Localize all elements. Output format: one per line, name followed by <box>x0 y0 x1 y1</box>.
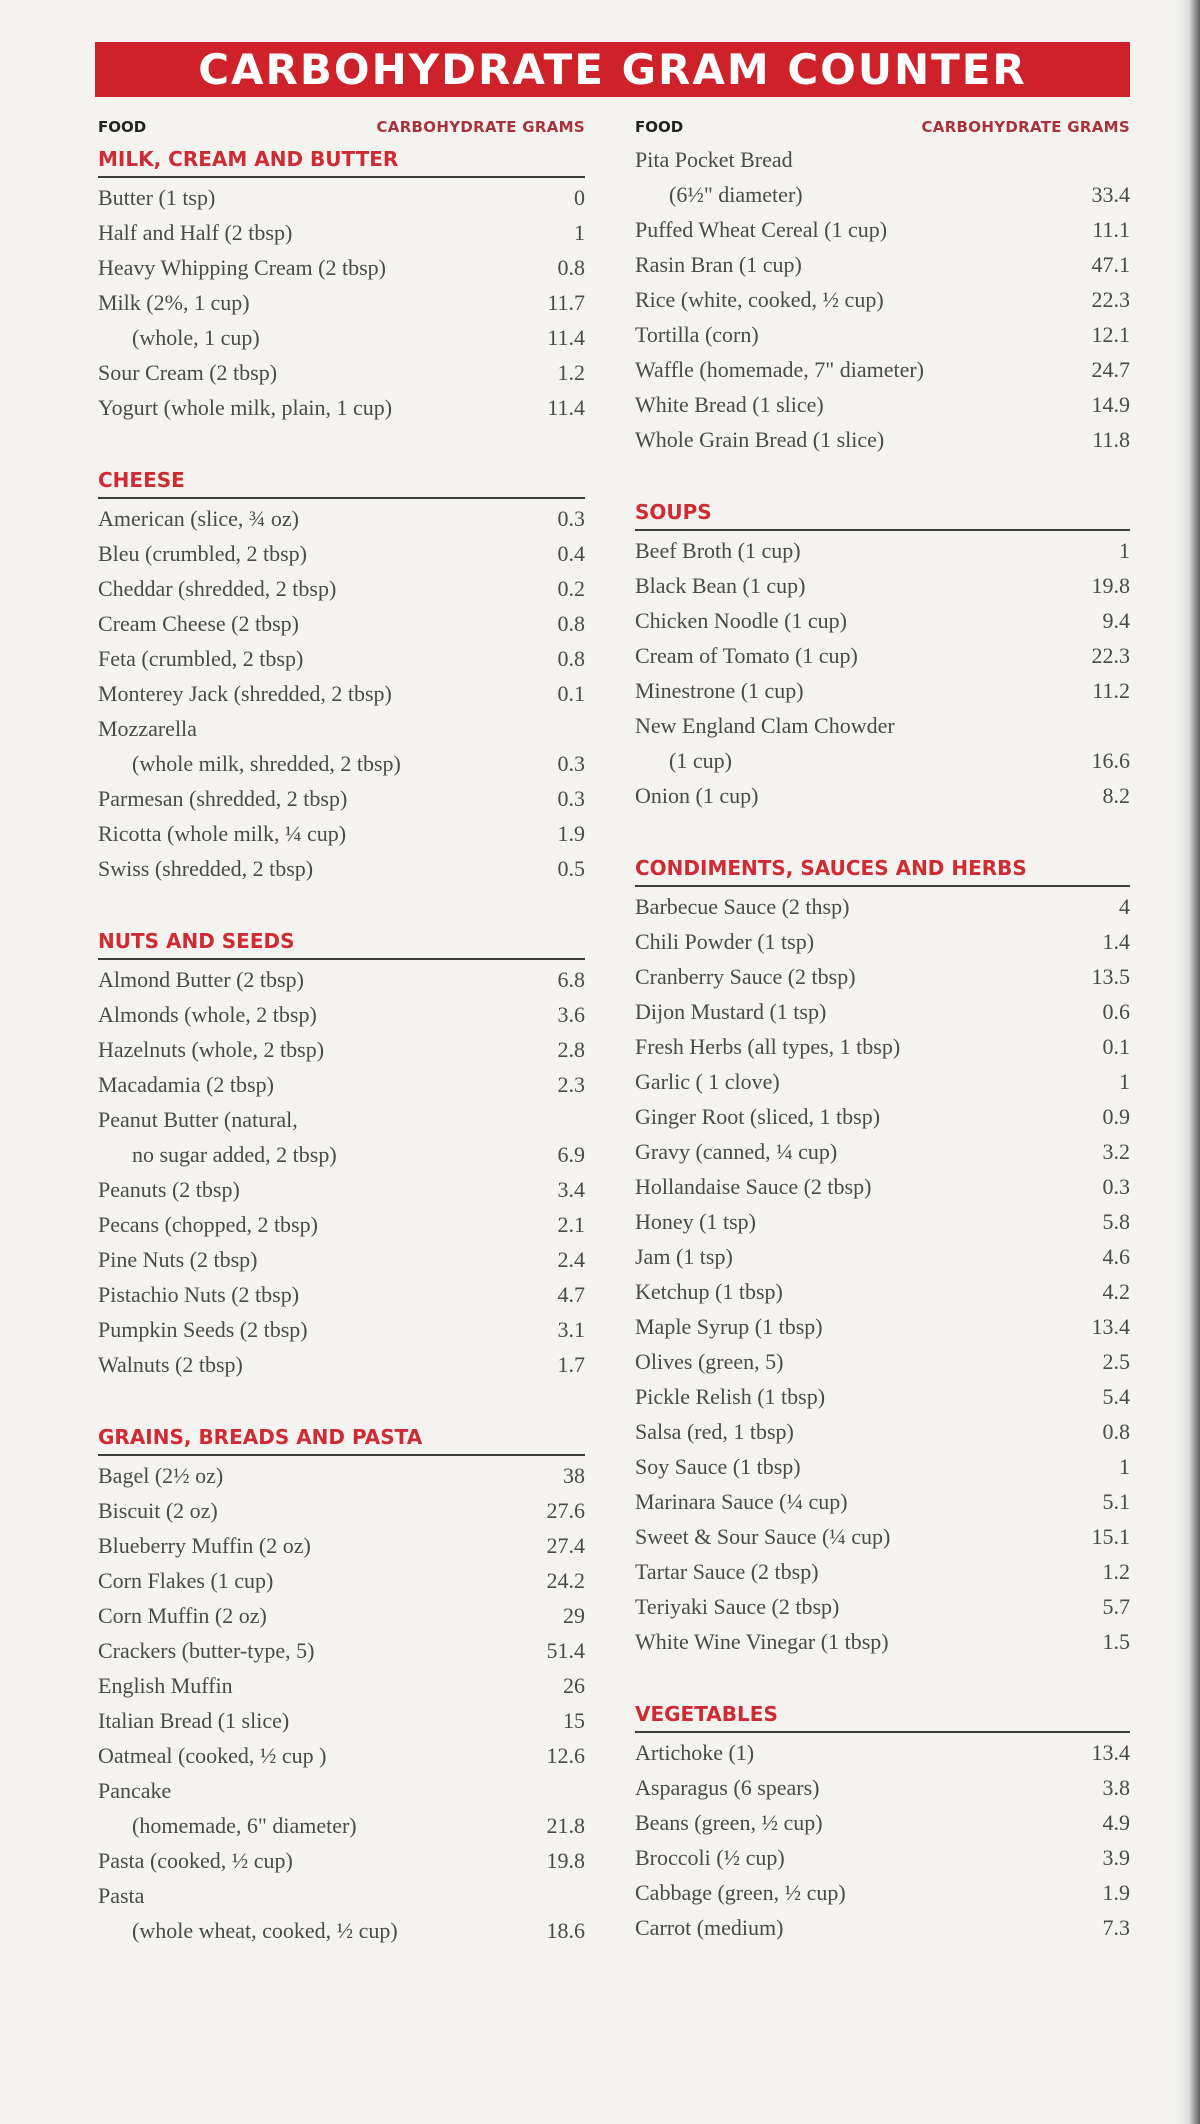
carb-grams: 22.3 <box>1091 287 1130 312</box>
food-item <box>98 746 585 781</box>
carb-grams: 4.6 <box>1102 1244 1130 1269</box>
carb-grams: 18.6 <box>546 1918 585 1943</box>
carb-grams: 19.8 <box>546 1848 585 1873</box>
food-name: Pita Pocket Bread <box>635 147 793 172</box>
food-name: Peanuts (2 tbsp) <box>98 1177 240 1202</box>
food-name: Minestrone (1 cup) <box>635 678 804 703</box>
carb-grams: 2.4 <box>557 1247 585 1272</box>
food-name: Maple Syrup (1 tbsp) <box>635 1314 823 1339</box>
food-name: Oatmeal (cooked, ½ cup ) <box>98 1743 327 1768</box>
carb-grams: 7.3 <box>1102 1915 1130 1940</box>
food-item <box>98 711 585 746</box>
food-name: Milk (2%, 1 cup) <box>98 290 250 315</box>
food-item <box>635 387 1130 422</box>
food-name: Pumpkin Seeds (2 tbsp) <box>98 1317 308 1342</box>
food-name: Yogurt (whole milk, plain, 1 cup) <box>98 395 393 420</box>
column-header <box>98 112 585 142</box>
carb-grams: 1 <box>1119 538 1130 563</box>
food-item <box>635 1134 1130 1169</box>
food-name: Dijon Mustard (1 tsp) <box>635 999 827 1024</box>
grams-header: CARBOHYDRATE GRAMS <box>921 118 1130 136</box>
food-item <box>98 816 585 851</box>
food-item <box>635 247 1130 282</box>
food-item <box>98 1878 585 1913</box>
food-item <box>98 536 585 571</box>
food-item <box>98 641 585 676</box>
food-name: Black Bean (1 cup) <box>635 573 806 598</box>
food-item <box>635 1344 1130 1379</box>
food-item <box>635 1735 1130 1770</box>
food-name: Tortilla (corn) <box>635 322 759 347</box>
right-sections <box>635 495 1130 1945</box>
food-item <box>635 212 1130 247</box>
carb-grams: 27.4 <box>546 1533 585 1558</box>
carb-grams: 0.3 <box>557 786 585 811</box>
food-name: Heavy Whipping Cream (2 tbsp) <box>98 255 386 280</box>
carb-grams: 15 <box>563 1708 585 1733</box>
carb-grams: 1 <box>574 220 585 245</box>
food-item <box>98 1633 585 1668</box>
left-sections <box>98 142 585 1948</box>
food-name: Peanut Butter (natural, <box>98 1107 298 1132</box>
food-item <box>635 959 1130 994</box>
food-name: Pasta <box>98 1883 145 1908</box>
food-item <box>98 851 585 886</box>
food-name: Parmesan (shredded, 2 tbsp) <box>98 786 348 811</box>
food-item <box>98 1137 585 1172</box>
food-name: (6½" diameter) <box>669 182 803 207</box>
food-name: Hazelnuts (whole, 2 tbsp) <box>98 1037 325 1062</box>
food-item <box>98 1493 585 1528</box>
food-name: Jam (1 tsp) <box>635 1244 733 1269</box>
food-item <box>98 1242 585 1277</box>
food-name: Soy Sauce (1 tbsp) <box>635 1454 801 1479</box>
carb-grams: 3.9 <box>1102 1845 1130 1870</box>
food-item <box>98 1312 585 1347</box>
food-name: Swiss (shredded, 2 tbsp) <box>98 856 314 881</box>
carb-grams: 22.3 <box>1091 643 1130 668</box>
food-name: Macadamia (2 tbsp) <box>98 1072 274 1097</box>
food-item <box>98 997 585 1032</box>
carb-grams: 26 <box>563 1673 585 1698</box>
food-item <box>635 708 1130 743</box>
food-item <box>635 889 1130 924</box>
food-item <box>98 1347 585 1382</box>
title-banner <box>95 42 1130 97</box>
page-edge <box>1190 0 1200 2124</box>
carb-grams: 1.9 <box>557 821 585 846</box>
food-name: Bagel (2½ oz) <box>98 1463 224 1488</box>
carb-grams: 3.1 <box>557 1317 585 1342</box>
food-section <box>635 1697 1130 1945</box>
food-item <box>98 781 585 816</box>
food-name: Gravy (canned, ¼ cup) <box>635 1139 838 1164</box>
food-name: Beans (green, ½ cup) <box>635 1810 823 1835</box>
food-name: Corn Muffin (2 oz) <box>98 1603 267 1628</box>
food-name: English Muffin <box>98 1673 233 1698</box>
food-name: Sour Cream (2 tbsp) <box>98 360 278 385</box>
carb-grams: 29 <box>563 1603 585 1628</box>
food-name: Feta (crumbled, 2 tbsp) <box>98 646 304 671</box>
food-section <box>98 463 585 886</box>
food-name: Ginger Root (sliced, 1 tbsp) <box>635 1104 881 1129</box>
carb-grams: 0.8 <box>557 646 585 671</box>
section-title: NUTS AND SEEDS <box>98 924 585 960</box>
carb-grams: 11.4 <box>547 325 585 350</box>
food-item <box>635 1064 1130 1099</box>
food-header: FOOD <box>635 118 684 136</box>
carb-grams: 0.8 <box>1102 1419 1130 1444</box>
carb-grams: 0.1 <box>557 681 585 706</box>
food-item <box>635 1379 1130 1414</box>
food-item <box>635 778 1130 813</box>
food-name: Teriyaki Sauce (2 tbsp) <box>635 1594 840 1619</box>
carb-grams: 1.2 <box>557 360 585 385</box>
carb-grams: 0.4 <box>557 541 585 566</box>
carb-grams: 2.3 <box>557 1072 585 1097</box>
food-name: Broccoli (½ cup) <box>635 1845 785 1870</box>
food-name: Butter (1 tsp) <box>98 185 216 210</box>
carb-grams: 11.7 <box>547 290 585 315</box>
carb-grams: 1 <box>1119 1454 1130 1479</box>
carb-grams: 2.8 <box>557 1037 585 1062</box>
food-item <box>98 1032 585 1067</box>
carb-grams: 1.5 <box>1102 1629 1130 1654</box>
food-name: Cranberry Sauce (2 tbsp) <box>635 964 856 989</box>
food-item <box>635 924 1130 959</box>
food-name: White Bread (1 slice) <box>635 392 824 417</box>
carb-grams: 1.2 <box>1102 1559 1130 1584</box>
column-header <box>635 112 1130 142</box>
carb-grams: 8.2 <box>1102 783 1130 808</box>
carb-grams: 0 <box>574 185 585 210</box>
food-item <box>98 1668 585 1703</box>
food-name: Whole Grain Bread (1 slice) <box>635 427 885 452</box>
section-title: VEGETABLES <box>635 1697 1130 1733</box>
food-item <box>98 1598 585 1633</box>
carb-grams: 4 <box>1119 894 1130 919</box>
carb-grams: 9.4 <box>1102 608 1130 633</box>
food-item <box>98 390 585 425</box>
food-item <box>635 533 1130 568</box>
food-section <box>98 142 585 425</box>
food-item <box>635 1624 1130 1659</box>
food-item <box>98 285 585 320</box>
food-item <box>98 250 585 285</box>
food-name: (whole milk, shredded, 2 tbsp) <box>132 751 401 776</box>
food-item <box>635 1770 1130 1805</box>
carb-grams: 33.4 <box>1091 182 1130 207</box>
food-item <box>98 1207 585 1242</box>
food-section <box>98 924 585 1382</box>
page-edge-shadow <box>1176 0 1190 2124</box>
food-item <box>98 1913 585 1948</box>
food-name: Monterey Jack (shredded, 2 tbsp) <box>98 681 392 706</box>
carb-grams: 12.6 <box>546 1743 585 1768</box>
food-name: Pecans (chopped, 2 tbsp) <box>98 1212 318 1237</box>
food-item <box>635 1204 1130 1239</box>
food-item <box>635 1169 1130 1204</box>
food-item <box>98 571 585 606</box>
food-item <box>635 568 1130 603</box>
carb-grams: 16.6 <box>1091 748 1130 773</box>
carb-grams: 1 <box>1119 1069 1130 1094</box>
food-name: Cream Cheese (2 tbsp) <box>98 611 299 636</box>
food-item <box>635 142 1130 177</box>
carb-grams: 0.6 <box>1102 999 1130 1024</box>
food-name: Pickle Relish (1 tbsp) <box>635 1384 826 1409</box>
food-item <box>635 603 1130 638</box>
food-item <box>98 962 585 997</box>
food-item <box>98 1458 585 1493</box>
food-name: Tartar Sauce (2 tbsp) <box>635 1559 819 1584</box>
food-item <box>635 1875 1130 1910</box>
food-name: Walnuts (2 tbsp) <box>98 1352 243 1377</box>
food-name: Pasta (cooked, ½ cup) <box>98 1848 293 1873</box>
food-item <box>635 1449 1130 1484</box>
food-item <box>635 177 1130 212</box>
carb-grams: 13.4 <box>1091 1740 1130 1765</box>
food-name: American (slice, ¾ oz) <box>98 506 299 531</box>
carb-grams: 0.8 <box>557 611 585 636</box>
carb-grams: 0.3 <box>557 751 585 776</box>
food-name: Corn Flakes (1 cup) <box>98 1568 274 1593</box>
carb-grams: 12.1 <box>1091 322 1130 347</box>
food-item <box>98 215 585 250</box>
food-item <box>635 282 1130 317</box>
food-name: Fresh Herbs (all types, 1 tbsp) <box>635 1034 901 1059</box>
food-item <box>635 994 1130 1029</box>
carb-grams: 2.1 <box>557 1212 585 1237</box>
food-item <box>635 1484 1130 1519</box>
food-item <box>635 1910 1130 1945</box>
food-name: White Wine Vinegar (1 tbsp) <box>635 1629 889 1654</box>
carb-grams: 27.6 <box>546 1498 585 1523</box>
food-name: Sweet & Sour Sauce (¼ cup) <box>635 1524 891 1549</box>
food-name: Blueberry Muffin (2 oz) <box>98 1533 311 1558</box>
food-name: Onion (1 cup) <box>635 783 759 808</box>
food-name: Biscuit (2 oz) <box>98 1498 218 1523</box>
food-name: Half and Half (2 tbsp) <box>98 220 293 245</box>
food-name: Hollandaise Sauce (2 tbsp) <box>635 1174 872 1199</box>
food-item <box>635 1554 1130 1589</box>
carb-grams: 11.8 <box>1092 427 1130 452</box>
food-item <box>635 422 1130 457</box>
carb-grams: 1.9 <box>1102 1880 1130 1905</box>
carb-grams: 13.5 <box>1091 964 1130 989</box>
continued-grains-list <box>635 142 1130 457</box>
food-name: Olives (green, 5) <box>635 1349 784 1374</box>
food-item <box>635 1309 1130 1344</box>
carb-grams: 0.1 <box>1102 1034 1130 1059</box>
food-name: Pancake <box>98 1778 172 1803</box>
food-item <box>98 1563 585 1598</box>
food-name: Cheddar (shredded, 2 tbsp) <box>98 576 337 601</box>
food-item <box>98 1528 585 1563</box>
carb-grams: 11.2 <box>1092 678 1130 703</box>
food-item <box>98 1703 585 1738</box>
carb-grams: 0.5 <box>557 856 585 881</box>
food-name: Puffed Wheat Cereal (1 cup) <box>635 217 888 242</box>
carb-grams: 15.1 <box>1091 1524 1130 1549</box>
food-item <box>98 320 585 355</box>
carb-grams: 0.3 <box>1102 1174 1130 1199</box>
carb-grams: 47.1 <box>1091 252 1130 277</box>
carb-grams: 0.3 <box>557 506 585 531</box>
food-item <box>635 1414 1130 1449</box>
food-name: Honey (1 tsp) <box>635 1209 756 1234</box>
food-item <box>98 180 585 215</box>
food-name: Waffle (homemade, 7" diameter) <box>635 357 925 382</box>
food-item <box>98 1067 585 1102</box>
food-name: (whole wheat, cooked, ½ cup) <box>132 1918 398 1943</box>
food-name: Rice (white, cooked, ½ cup) <box>635 287 884 312</box>
carb-grams: 4.7 <box>557 1282 585 1307</box>
section-title: SOUPS <box>635 495 1130 531</box>
food-name: Mozzarella <box>98 716 197 741</box>
section-title: CHEESE <box>98 463 585 499</box>
carb-grams: 1.7 <box>557 1352 585 1377</box>
food-item <box>635 673 1130 708</box>
food-item <box>635 352 1130 387</box>
food-item <box>98 1277 585 1312</box>
food-item <box>98 355 585 390</box>
food-name: Salsa (red, 1 tbsp) <box>635 1419 794 1444</box>
food-item <box>635 1589 1130 1624</box>
food-section <box>635 851 1130 1659</box>
carb-grams: 24.7 <box>1091 357 1130 382</box>
food-name: Rasin Bran (1 cup) <box>635 252 802 277</box>
food-name: Ricotta (whole milk, ¼ cup) <box>98 821 347 846</box>
food-item <box>635 743 1130 778</box>
food-name: New England Clam Chowder <box>635 713 895 738</box>
food-item <box>98 1808 585 1843</box>
food-item <box>635 1519 1130 1554</box>
food-name: (homemade, 6" diameter) <box>132 1813 357 1838</box>
food-item <box>635 1274 1130 1309</box>
food-item <box>98 606 585 641</box>
food-name: Chili Powder (1 tsp) <box>635 929 815 954</box>
food-name: (whole, 1 cup) <box>132 325 260 350</box>
carb-grams: 0.8 <box>557 255 585 280</box>
food-name: (1 cup) <box>669 748 732 773</box>
carb-grams: 5.4 <box>1102 1384 1130 1409</box>
food-item <box>635 1239 1130 1274</box>
carb-grams: 6.8 <box>557 967 585 992</box>
food-name: Crackers (butter-type, 5) <box>98 1638 315 1663</box>
food-name: Bleu (crumbled, 2 tbsp) <box>98 541 307 566</box>
page-title: CARBOHYDRATE GRAM COUNTER <box>198 44 1027 94</box>
food-name: Almonds (whole, 2 tbsp) <box>98 1002 317 1027</box>
food-name: Barbecue Sauce (2 thsp) <box>635 894 850 919</box>
carb-grams: 14.9 <box>1091 392 1130 417</box>
food-item <box>98 1102 585 1137</box>
carb-grams: 3.8 <box>1102 1775 1130 1800</box>
food-name: Beef Broth (1 cup) <box>635 538 801 563</box>
food-name: Asparagus (6 spears) <box>635 1775 820 1800</box>
food-item <box>635 1840 1130 1875</box>
carb-grams: 5.7 <box>1102 1594 1130 1619</box>
section-title: MILK, CREAM AND BUTTER <box>98 142 585 178</box>
food-item <box>98 1738 585 1773</box>
food-name: Italian Bread (1 slice) <box>98 1708 290 1733</box>
carb-grams: 1.4 <box>1102 929 1130 954</box>
section-title: CONDIMENTS, SAUCES AND HERBS <box>635 851 1130 887</box>
food-name: Artichoke (1) <box>635 1740 755 1765</box>
grams-header: CARBOHYDRATE GRAMS <box>376 118 585 136</box>
carb-grams: 5.8 <box>1102 1209 1130 1234</box>
food-item <box>98 1172 585 1207</box>
carb-grams: 0.2 <box>557 576 585 601</box>
food-name: Pistachio Nuts (2 tbsp) <box>98 1282 300 1307</box>
food-item <box>98 676 585 711</box>
right-column <box>635 112 1130 1945</box>
food-name: Marinara Sauce (¼ cup) <box>635 1489 848 1514</box>
carb-grams: 0.9 <box>1102 1104 1130 1129</box>
left-column <box>98 112 585 1948</box>
food-name: Ketchup (1 tbsp) <box>635 1279 783 1304</box>
food-name: Cream of Tomato (1 cup) <box>635 643 858 668</box>
food-item <box>98 501 585 536</box>
food-name: no sugar added, 2 tbsp) <box>132 1142 337 1167</box>
carb-grams: 19.8 <box>1091 573 1130 598</box>
carb-grams: 4.9 <box>1102 1810 1130 1835</box>
food-section <box>98 1420 585 1948</box>
carb-grams: 21.8 <box>546 1813 585 1838</box>
carb-grams: 3.6 <box>557 1002 585 1027</box>
carb-grams: 5.1 <box>1102 1489 1130 1514</box>
food-item <box>98 1843 585 1878</box>
food-item <box>98 1773 585 1808</box>
food-header: FOOD <box>98 118 147 136</box>
carb-grams: 6.9 <box>557 1142 585 1167</box>
carb-grams: 3.2 <box>1102 1139 1130 1164</box>
food-name: Cabbage (green, ½ cup) <box>635 1880 846 1905</box>
food-item <box>635 1029 1130 1064</box>
food-name: Pine Nuts (2 tbsp) <box>98 1247 258 1272</box>
food-section <box>635 495 1130 813</box>
food-item <box>635 1805 1130 1840</box>
carb-grams: 4.2 <box>1102 1279 1130 1304</box>
food-name: Carrot (medium) <box>635 1915 784 1940</box>
carb-grams: 38 <box>563 1463 585 1488</box>
food-item <box>635 1099 1130 1134</box>
carb-grams: 13.4 <box>1091 1314 1130 1339</box>
food-item <box>635 317 1130 352</box>
food-name: Almond Butter (2 tbsp) <box>98 967 304 992</box>
carb-grams: 11.4 <box>547 395 585 420</box>
carb-grams: 2.5 <box>1102 1349 1130 1374</box>
carb-grams: 3.4 <box>557 1177 585 1202</box>
food-item <box>635 638 1130 673</box>
food-name: Garlic ( 1 clove) <box>635 1069 780 1094</box>
carb-grams: 51.4 <box>546 1638 585 1663</box>
carb-grams: 11.1 <box>1092 217 1130 242</box>
food-name: Chicken Noodle (1 cup) <box>635 608 847 633</box>
carb-grams: 24.2 <box>546 1568 585 1593</box>
section-title: GRAINS, BREADS AND PASTA <box>98 1420 585 1456</box>
